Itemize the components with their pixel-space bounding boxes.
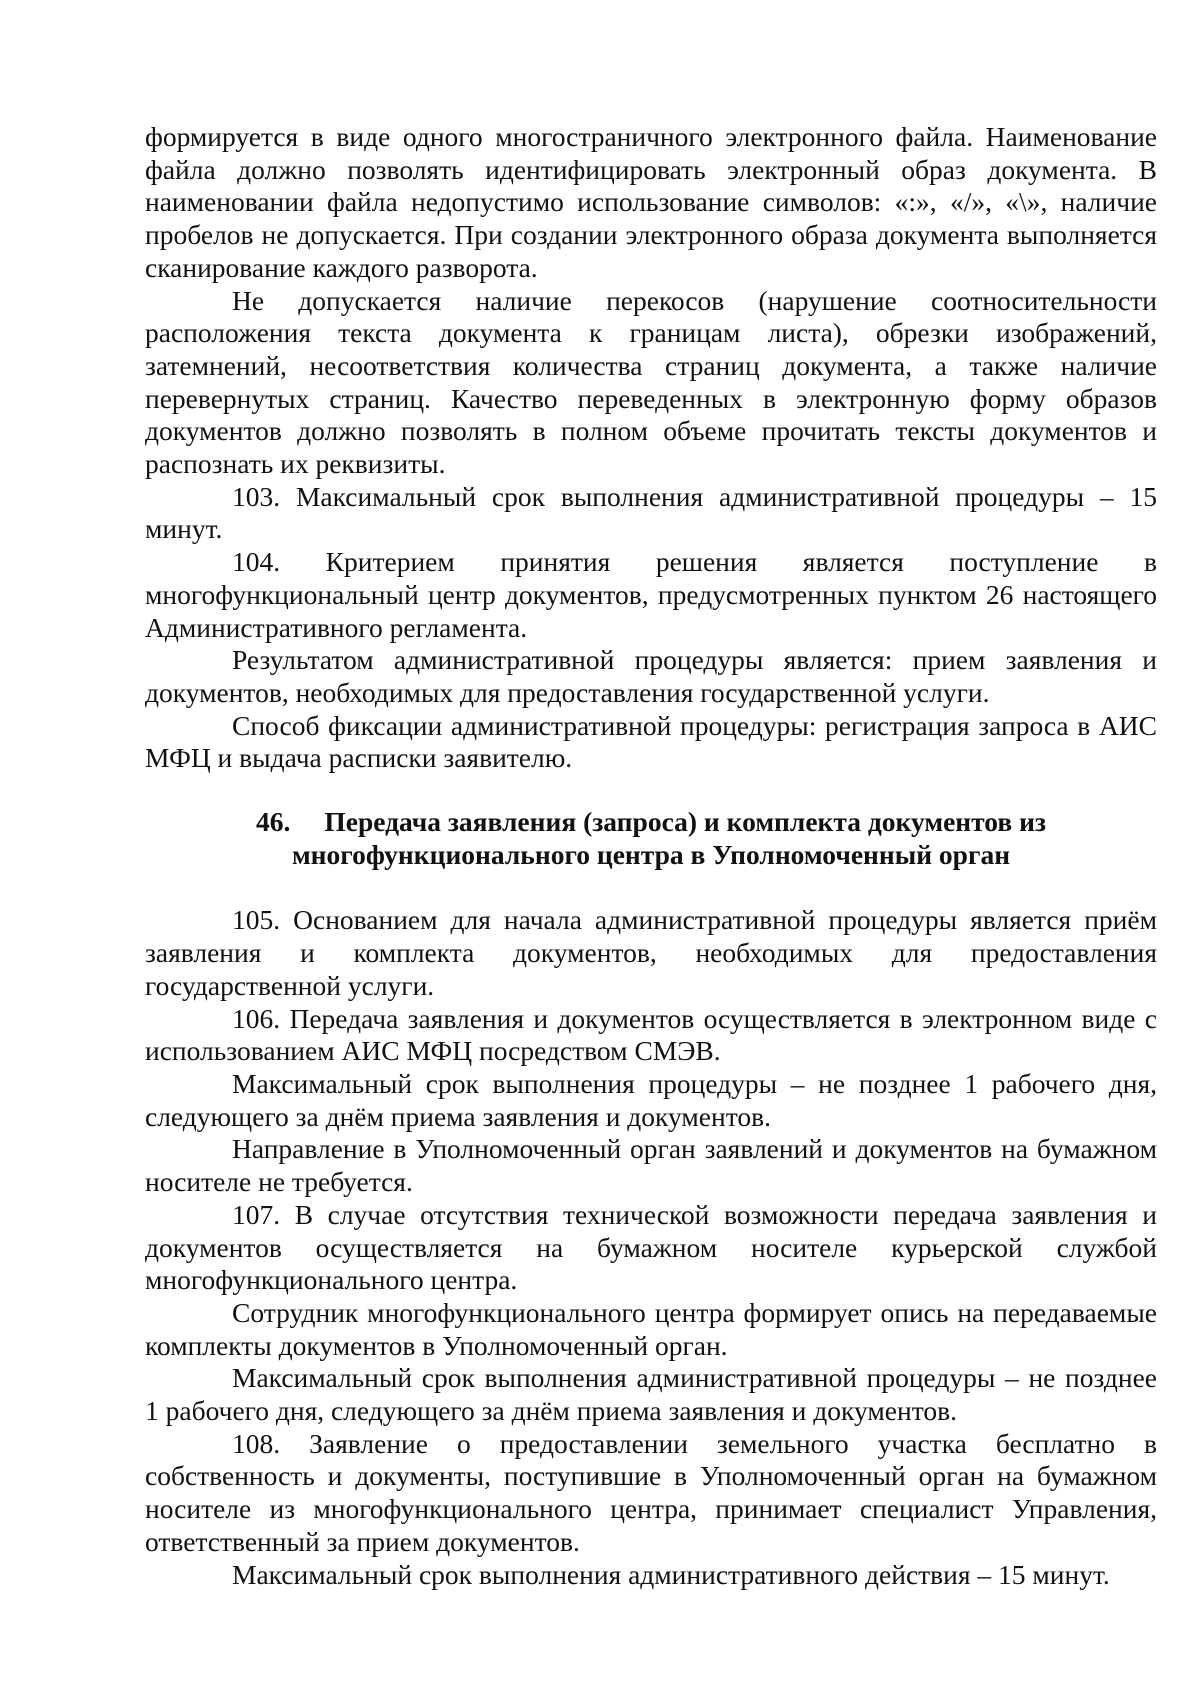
paragraph: формируется в виде одного многостраничного электронного файла. Наименование файла должно позволять идентифицировать электронный образ документа. В наименовании файла недопустимо использование символов: «:», «/», «\», наличие пробелов не допускается. При создании электронного образа документа выполняется сканирование каждого разворота. [145,121,1157,283]
paragraph: Направление в Уполномоченный орган заявлений и документов на бумажном носителе не требуется. [145,1133,1157,1198]
section-title-part-2: многофункционального центра в Уполномоченный орган [291,838,1011,870]
paragraph-item-103: 103. Максимальный срок выполнения административной процедуры – 15 минут. [145,480,1157,545]
paragraph: Результатом административной процедуры является: прием заявления и документов, необходимых для предоставления государственной услуги. [145,644,1157,708]
paragraph: Способ фиксации административной процедуры: регистрация запроса в АИС МФЦ и выдача расписки заявителю. [145,709,1157,774]
paragraph-item-105: 105. Основанием для начала административной процедуры является приём заявления и комплекта документов, необходимых для предоставления государственной услуги. [145,904,1157,1001]
section-heading [145,806,1157,871]
section-title-part-1: Передача заявления (запроса) и комплекта документов из [324,806,1046,838]
section-number: 46. [256,806,291,838]
paragraph-item-104: 104. Критерием принятия решения является поступление в многофункциональный центр документов, предусмотренных пунктом 26 настоящего Административного регламента. [145,546,1157,643]
paragraph: Максимальный срок выполнения процедуры – не позднее 1 рабочего дня, следующего за днём приема заявления и документов. [145,1067,1157,1132]
paragraph-item-106: 106. Передача заявления и документов осуществляется в электронном виде с использованием АИС МФЦ посредством СМЭВ. [145,1002,1157,1067]
section-heading-line-1 [145,806,1157,839]
paragraph: Максимальный срок выполнения административной процедуры – не позднее 1 рабочего дня, следующего за днём приема заявления и документов. [145,1362,1157,1427]
paragraph: Не допускается наличие перекосов (нарушение соотносительности расположения текста документа к границам листа), обрезки изображений, затемнений, несоответствия количества страниц документа, а также наличие перевернутых страниц. Качество переведенных в электронную форму образов документов должно позволять в полном объеме прочитать тексты документов и распознать их реквизиты. [145,284,1157,480]
document-page [145,121,1157,1591]
paragraph-item-107: 107. В случае отсутствия технической возможности передача заявления и документов осуществляется на бумажном носителе курьерской службой многофункционального центра. [145,1198,1157,1296]
paragraph-item-108: 108. Заявление о предоставлении земельного участка бесплатно в собственность и документы, поступившие в Уполномоченный орган на бумажном носителе из многофункционального центра, принимает специалист Управления, ответственный за прием документов. [145,1427,1157,1557]
paragraph: Максимальный срок выполнения административного действия – 15 минут. [232,1558,1110,1590]
paragraph: Сотрудник многофункционального центра формирует опись на передаваемые комплекты документов в Уполномоченный орган. [145,1296,1157,1361]
